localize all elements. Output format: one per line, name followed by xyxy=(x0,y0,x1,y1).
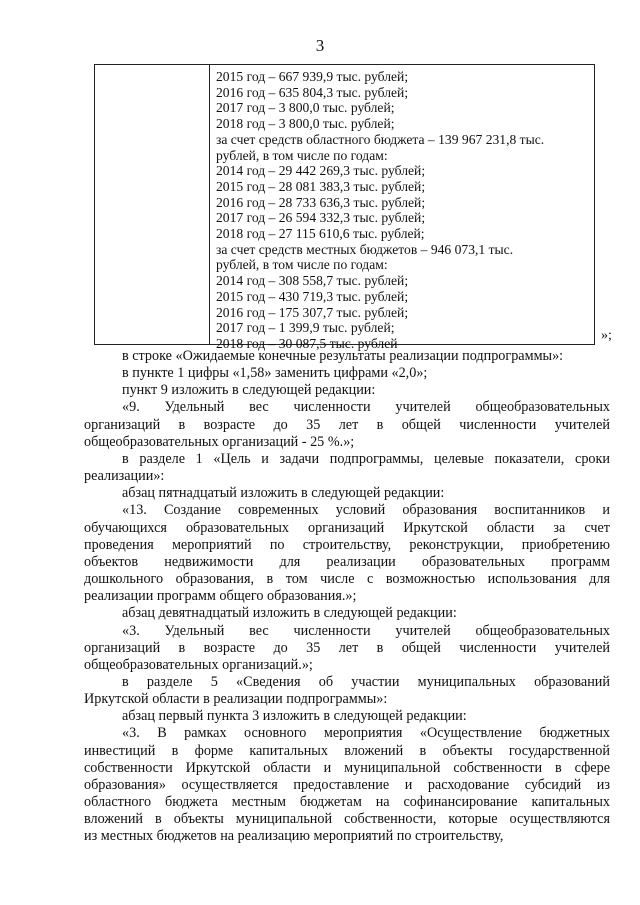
paragraph-line: абзац первый пункта 3 изложить в следующей редакции: xyxy=(122,708,467,725)
funding-table xyxy=(94,64,595,351)
table-line: за счет средств местных бюджетов – 946 073,1 тыс. xyxy=(216,241,514,257)
paragraph-line: объектов недвижимости для реализации образовательных программ xyxy=(84,553,610,570)
paragraph-line: в разделе 1 «Цель и задачи подпрограммы, целевые показатели, сроки xyxy=(122,450,610,467)
table-line: за счет средств областного бюджета – 139 967 231,8 тыс. xyxy=(216,131,545,147)
paragraph-line: вложений в объекты муниципальной собственности, которые осуществляются xyxy=(84,811,610,828)
paragraph-line: «9. Удельный вес численности учителей общеобразовательных xyxy=(122,399,610,416)
paragraph-line: абзац пятнадцатый изложить в следующей редакции: xyxy=(122,485,445,502)
table-line: 2018 год – 3 800,0 тыс. рублей; xyxy=(216,116,395,132)
paragraph-line: Иркутской области в реализации подпрограммы»: xyxy=(84,691,388,708)
paragraph-line: организаций в возрасте до 35 лет в общей численности учителей xyxy=(84,639,610,656)
paragraph-line: образования» осуществляется предоставление и расходование субсидий из xyxy=(84,776,610,793)
page-number: 3 xyxy=(315,36,325,55)
paragraph-line: реализации программ общего образования.»; xyxy=(84,588,357,605)
paragraph-line: организаций в возрасте до 35 лет в общей численности учителей xyxy=(84,416,610,433)
paragraph-line: инвестиций в форме капитальных вложений в объекты государственной xyxy=(84,742,610,759)
paragraph-line: из местных бюджетов на реализацию мероприятий по строительству, xyxy=(84,828,504,845)
paragraph-line: общеобразовательных организаций - 25 %.»; xyxy=(84,433,355,450)
table-line: 2015 год – 667 939,9 тыс. рублей; xyxy=(216,69,409,84)
paragraph-line: областного бюджета местным бюджетам на софинансирование капитальных xyxy=(84,794,610,811)
paragraph-line: дошкольного образования, в том числе с возможностью использования для xyxy=(84,571,610,588)
paragraph-line: реализации»: xyxy=(84,468,165,485)
paragraph-line: общеобразовательных организаций.»; xyxy=(84,656,313,673)
table-line: 2014 год – 29 442 269,3 тыс. рублей; xyxy=(216,163,426,179)
paragraph-line: собственности Иркутской области и муниципальной собственности в сфере xyxy=(84,759,610,776)
table-line: 2017 год – 3 800,0 тыс. рублей; xyxy=(216,100,395,116)
table-closing-quote: »; xyxy=(601,328,612,343)
paragraph-line: обучающихся образовательных организаций Иркутской области за счет xyxy=(84,519,610,536)
paragraph-line: проведения мероприятий по строительству, реконструкции, приобретению xyxy=(84,536,610,553)
paragraph-line: «3. В рамках основного мероприятия «Осуществление бюджетных xyxy=(122,725,610,742)
paragraph-line: «13. Создание современных условий образования воспитанников и xyxy=(122,502,610,519)
table-line: 2018 год – 27 115 610,6 тыс. рублей; xyxy=(216,226,425,242)
paragraph-line: абзац девятнадцатый изложить в следующей редакции: xyxy=(122,605,457,622)
table-line: рублей, в том числе по годам: xyxy=(216,147,388,163)
table-line: 2017 год – 26 594 332,3 тыс. рублей; xyxy=(216,210,426,226)
table-line: рублей, в том числе по годам: xyxy=(216,257,388,273)
table-line: 2014 год – 308 558,7 тыс. рублей; xyxy=(216,273,409,289)
document-body xyxy=(84,348,610,846)
table-line: 2016 год – 175 307,7 тыс. рублей; xyxy=(216,304,409,320)
table-line: 2015 год – 28 081 383,3 тыс. рублей; xyxy=(216,178,426,194)
paragraph-line: в строке «Ожидаемые конечные результаты реализации подпрограммы»: xyxy=(122,348,564,364)
paragraph-line: пункт 9 изложить в следующей редакции: xyxy=(122,382,376,399)
table-line: 2018 год – 30 087,5 тыс. рублей xyxy=(216,335,398,351)
paragraph-line: в разделе 5 «Сведения об участии муниципальных образований xyxy=(122,673,610,690)
table-line: 2015 год – 430 719,3 тыс. рублей; xyxy=(216,288,409,304)
paragraph-line: «3. Удельный вес численности учителей общеобразовательных xyxy=(122,622,610,639)
table-line: 2016 год – 635 804,3 тыс. рублей; xyxy=(216,84,409,100)
table-line: 2017 год – 1 399,9 тыс. рублей; xyxy=(216,320,395,336)
table-column-divider xyxy=(209,65,210,344)
table-line: 2016 год – 28 733 636,3 тыс. рублей; xyxy=(216,194,426,210)
table-cell-funding xyxy=(216,69,588,352)
paragraph-line: в пункте 1 цифры «1,58» заменить цифрами «2,0»; xyxy=(122,365,428,382)
